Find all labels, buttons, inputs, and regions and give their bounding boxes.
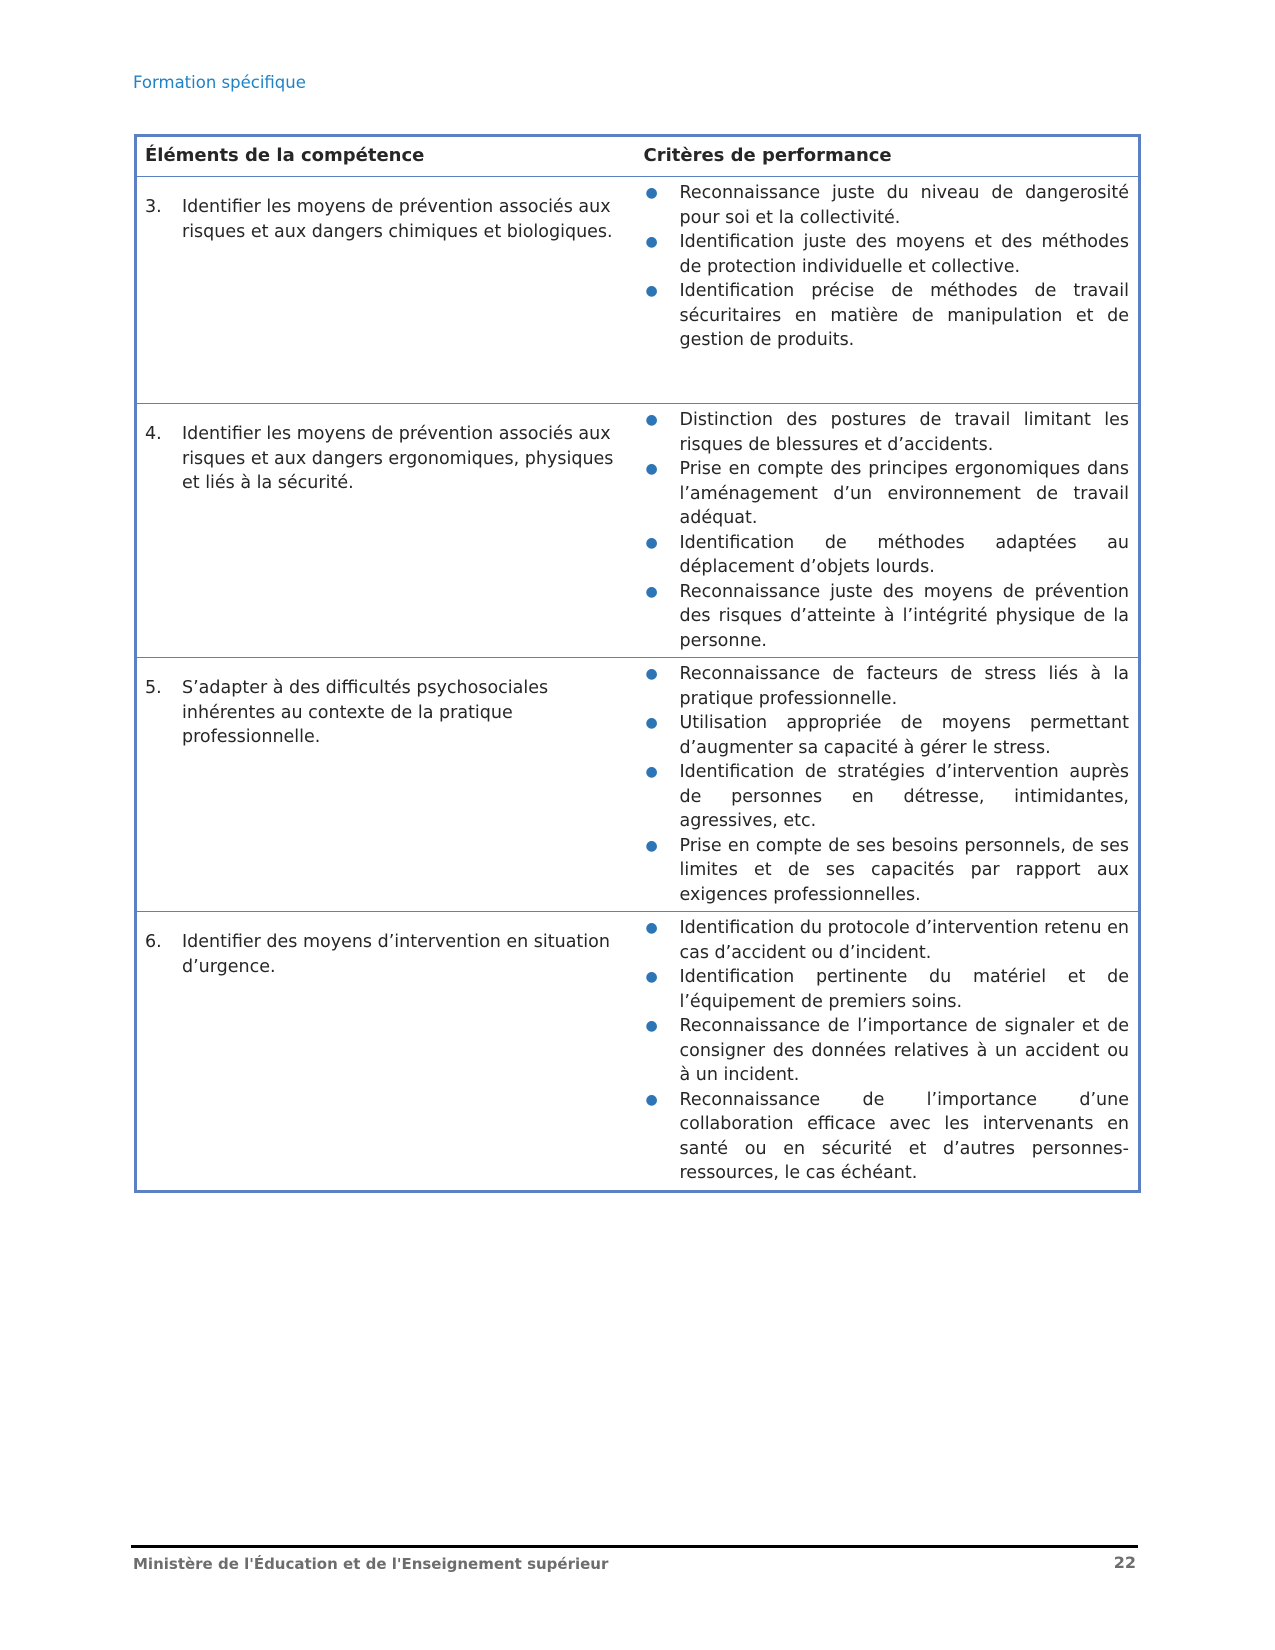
bullet-icon: ● [645, 185, 658, 201]
element-cell [136, 658, 636, 912]
list-item [644, 531, 1130, 580]
list-item [644, 834, 1130, 908]
element-text: Identifier les moyens de prévention associés aux risques et aux dangers chimiques et biologiques. [182, 197, 613, 242]
element-number: 4. [145, 424, 162, 444]
table-row [136, 912, 1140, 1192]
list-item [644, 1088, 1130, 1186]
criteria-list [644, 916, 1130, 1186]
element-cell [136, 912, 636, 1192]
table-header-row [136, 136, 1140, 177]
bullet-icon: ● [645, 969, 658, 985]
list-item [644, 916, 1130, 965]
element-number: 6. [145, 932, 162, 952]
criterion-text: Reconnaissance de facteurs de stress liés à la pratique professionnelle. [679, 664, 1129, 709]
criteria-list [644, 408, 1130, 653]
table-row [136, 658, 1140, 912]
criteria-list [644, 181, 1130, 353]
bullet-icon: ● [645, 534, 658, 551]
page-number: 22 [1113, 1553, 1136, 1572]
competence-element [145, 930, 628, 979]
criteria-list [644, 662, 1130, 907]
bullet-icon: ● [645, 715, 658, 731]
element-text: Identifier des moyens d’intervention en situation d’urgence. [182, 932, 610, 977]
element-cell [136, 177, 636, 404]
table-row [136, 177, 1140, 404]
bullet-icon: ● [645, 837, 658, 854]
footer-organization: Ministère de l'Éducation et de l'Enseignement supérieur [133, 1555, 609, 1573]
criterion-text: Identification précise de méthodes de travail sécuritaires en matière de manipulation et de gestion de produits. [679, 281, 1129, 350]
competence-element [145, 422, 628, 496]
bullet-icon: ● [645, 583, 658, 600]
criterion-text: Prise en compte des principes ergonomiques dans l’aménagement d’un environnement de travail adéquat. [679, 459, 1129, 528]
bullet-icon: ● [645, 920, 658, 936]
criterion-text: Reconnaissance juste des moyens de prévention des risques d’atteinte à l’intégrité physique de la personne. [679, 581, 1129, 651]
criterion-text: Reconnaissance juste du niveau de dangerosité pour soi et la collectivité. [679, 183, 1129, 228]
element-number: 3. [145, 197, 162, 217]
criterion-text: Distinction des postures de travail limitant les risques de blessures et d’accidents. [679, 410, 1129, 455]
bullet-icon: ● [645, 412, 658, 428]
competence-element [145, 676, 628, 750]
bullet-icon: ● [645, 234, 658, 250]
section-title: Formation spécifique [133, 73, 306, 92]
criterion-text: Reconnaissance de l’importance de signaler et de consigner des données relatives à un accident ou à un incident. [679, 1016, 1129, 1085]
list-item [644, 408, 1130, 457]
elements-column-header: Éléments de la compétence [136, 136, 636, 177]
element-text: S’adapter à des difficultés psychosociales inhérentes au contexte de la pratique professionnelle. [182, 678, 549, 747]
bullet-icon: ● [645, 461, 658, 477]
criterion-text: Prise en compte de ses besoins personnels, de ses limites et de ses capacités par rapport aux exigences professionnelles. [679, 835, 1129, 905]
criterion-text: Identification du protocole d’intervention retenu en cas d’accident ou d’incident. [679, 918, 1129, 963]
list-item [644, 662, 1130, 711]
bullet-icon: ● [645, 764, 658, 780]
list-item [644, 230, 1130, 279]
list-item [644, 457, 1130, 531]
criteria-cell [636, 177, 1140, 404]
criterion-text: Identification pertinente du matériel et de l’équipement de premiers soins. [679, 967, 1129, 1012]
criterion-text: Utilisation appropriée de moyens permettant d’augmenter sa capacité à gérer le stress. [679, 713, 1129, 758]
footer-divider [131, 1545, 1138, 1548]
list-item [644, 1014, 1130, 1088]
list-item [644, 279, 1130, 353]
list-item [644, 181, 1130, 230]
list-item [644, 580, 1130, 654]
criterion-text: Identification de méthodes adaptées au déplacement d’objets lourds. [679, 532, 1129, 577]
bullet-icon: ● [645, 1091, 658, 1108]
criteria-cell [636, 658, 1140, 912]
competence-table [134, 134, 1141, 1193]
bullet-icon: ● [645, 666, 658, 682]
bullet-icon: ● [645, 283, 658, 299]
element-cell [136, 404, 636, 658]
competence-element [145, 195, 628, 244]
criteria-column-header: Critères de performance [636, 136, 1140, 177]
table-row [136, 404, 1140, 658]
criterion-text: Identification de stratégies d’intervention auprès de personnes en détresse, intimidantes, agressives, etc. [679, 762, 1129, 831]
criteria-cell [636, 912, 1140, 1192]
element-number: 5. [145, 678, 162, 698]
criteria-cell [636, 404, 1140, 658]
criterion-text: Identification juste des moyens et des méthodes de protection individuelle et collective. [679, 232, 1129, 277]
list-item [644, 711, 1130, 760]
element-text: Identifier les moyens de prévention associés aux risques et aux dangers ergonomiques, physiques et liés à la sécurité. [182, 424, 614, 493]
bullet-icon: ● [645, 1018, 658, 1034]
list-item [644, 760, 1130, 834]
criterion-text: Reconnaissance de l’importance d’une collaboration efficace avec les intervenants en santé ou en sécurité et d’autres personnes-ressources, le cas échéant. [679, 1089, 1129, 1183]
list-item [644, 965, 1130, 1014]
